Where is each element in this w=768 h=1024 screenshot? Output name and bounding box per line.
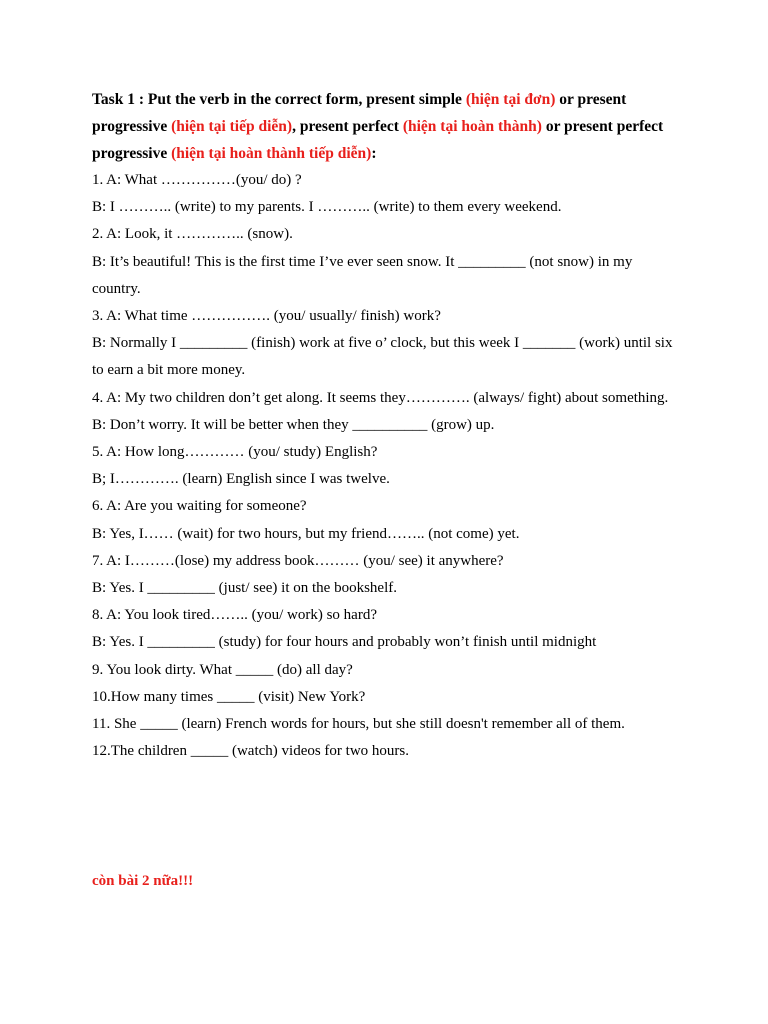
task-title-part: Task 1 : Put the verb in the correct form, present simple	[92, 91, 466, 108]
exercise-line: 4. A: My two children don’t get along. It seems they…………. (always/ fight) about something.	[92, 389, 669, 406]
exercise-line: 1. A: What ……………(you/ do) ?	[92, 172, 302, 188]
exercise-line: B: Yes, I…… (wait) for two hours, but my friend…….. (not come) yet.	[92, 525, 520, 542]
exercise-line: B: Yes. I _________ (just/ see) it on the bookshelf.	[92, 580, 397, 597]
exercise-line: 11. She _____ (learn) French words for hours, but she still doesn't remember all of them.	[92, 716, 625, 733]
task-title	[92, 86, 682, 167]
task-title-part: :	[371, 145, 377, 162]
exercise-list	[92, 167, 682, 765]
task-title-part: or present progressive	[92, 91, 627, 135]
task-title-part-vietnamese: (hiện tại hoàn thành)	[402, 118, 542, 135]
exercise-line: 12.The children _____ (watch) videos for two hours.	[92, 743, 410, 760]
exercise-line: 7. A: I………(lose) my address book……… (you/ see) it anywhere?	[92, 552, 504, 569]
task-title-part-vietnamese: (hiện tại hoàn thành tiếp diễn)	[171, 145, 372, 162]
footer-note: còn bài 2 nữa!!!	[92, 873, 194, 889]
task-title-part: , present perfect	[292, 118, 403, 135]
exercise-line: B: Normally I _________ (finish) work at five o’ clock, but this week I _______ (work) until six to earn a bit more money.	[92, 335, 673, 379]
task-title-part-vietnamese: (hiện tại tiếp diễn)	[171, 118, 293, 135]
exercise-line: B; I…………. (learn) English since I was twelve.	[92, 471, 390, 488]
exercise-line: 8. A: You look tired…….. (you/ work) so hard?	[92, 607, 377, 624]
exercise-line: B: Yes. I _________ (study) for four hours and probably won’t finish until midnight	[92, 634, 597, 651]
exercise-line: 5. A: How long………… (you/ study) English?	[92, 444, 378, 461]
exercise-line: 10.How many times _____ (visit) New York?	[92, 688, 366, 705]
worksheet	[92, 86, 682, 765]
exercise-line: 6. A: Are you waiting for someone?	[92, 498, 307, 515]
exercise-line: B: It’s beautiful! This is the first time I’ve ever seen snow. It _________ (not snow) in my country.	[92, 253, 633, 297]
task-title-part-vietnamese: (hiện tại đơn)	[465, 91, 556, 108]
exercise-line: B: Don’t worry. It will be better when they __________ (grow) up.	[92, 416, 495, 433]
exercise-line: B: I ……….. (write) to my parents. I ……….. (write) to them every weekend.	[92, 199, 562, 216]
exercise-line: 9. You look dirty. What _____ (do) all day?	[92, 661, 353, 678]
exercise-line: 3. A: What time ……………. (you/ usually/ finish) work?	[92, 308, 441, 325]
task-title-part: or present perfect progressive	[92, 118, 664, 162]
exercise-line: 2. A: Look, it ………….. (snow).	[92, 226, 293, 243]
